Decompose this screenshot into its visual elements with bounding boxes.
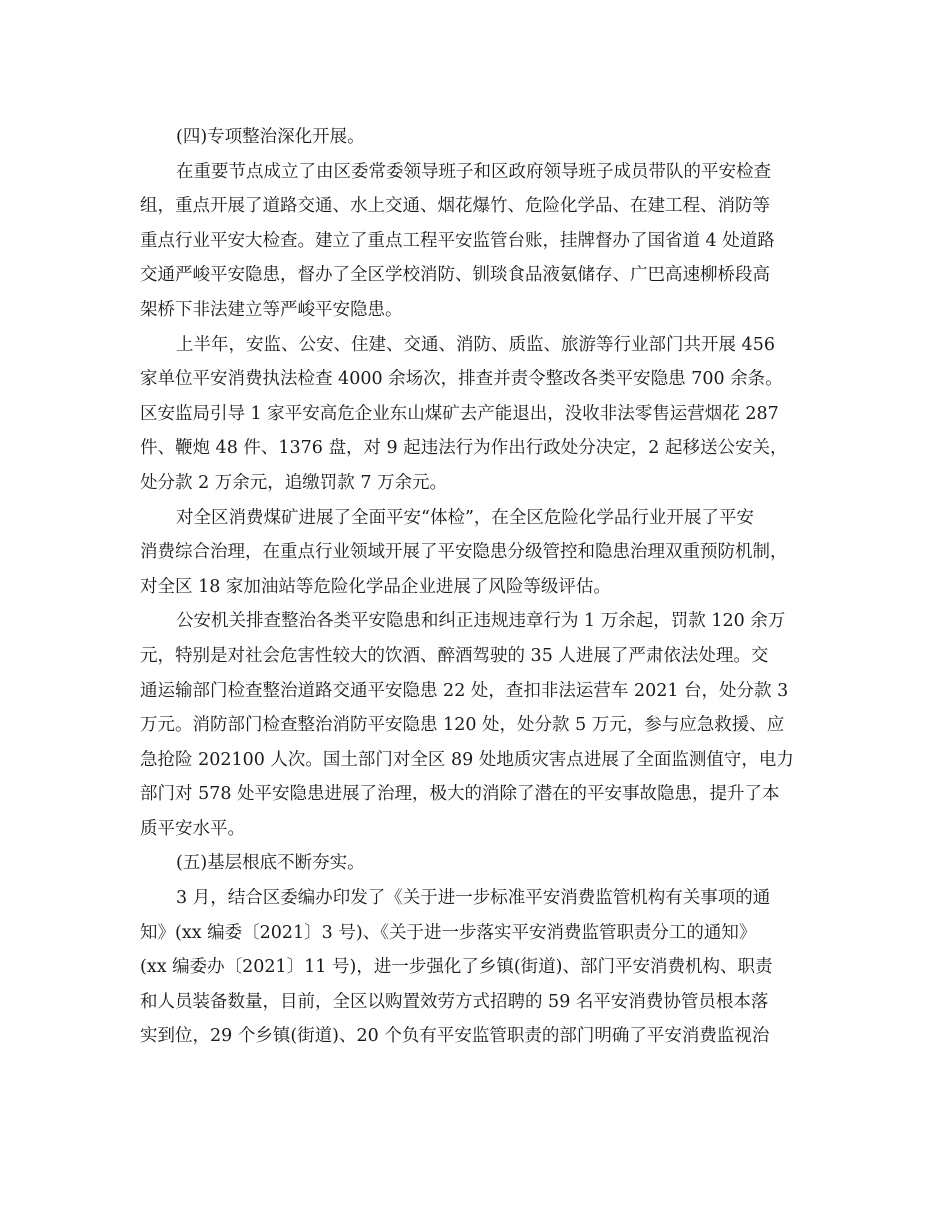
document-line: 质平安水平。	[140, 818, 245, 839]
document-line: 上半年，安监、公安、住建、交通、消防、质监、旅游等行业部门共开展 456	[176, 334, 775, 355]
document-line: 交通严峻平安隐患，督办了全区学校消防、钏琰食品液氨储存、广巴高速柳桥段高	[140, 265, 770, 286]
document-line: 件、鞭炮 48 件、1376 盘，对 9 起违法行为作出行政处分决定，2 起移送公安关，	[140, 438, 788, 459]
document-line: 急抢险 202100 人次。国土部门对全区 89 处地质灾害点进展了全面监测值守，电力	[140, 749, 794, 770]
document-line: 消费综合治理，在重点行业领域开展了平安隐患分级管控和隐患治理双重预防机制，	[140, 542, 788, 563]
document-line: (xx 编委办〔2021〕11 号)，进一步强化了乡镇(街道)、部门平安消费机构、职责	[140, 957, 773, 978]
document-body	[140, 120, 830, 1054]
document-line: 处分款 2 万余元，追缴罚款 7 万余元。	[140, 472, 448, 493]
document-line: 家单位平安消费执法检查 4000 余场次，排查并责令整改各类平安隐患 700 余条。	[140, 369, 783, 390]
document-line: 万元。消防部门检查整治消防平安隐患 120 处，处分款 5 万元，参与应急救援、应	[140, 715, 785, 736]
document-line: 部门对 578 处平安隐患进展了治理，极大的消除了潜在的平安事故隐患，提升了本	[140, 784, 780, 805]
document-line: 对全区 18 家加油站等危险化学品企业进展了风险等级评估。	[140, 576, 611, 597]
document-line: 区安监局引导 1 家平安高危企业东山煤矿去产能退出，没收非法零售运营烟花 287	[140, 403, 779, 424]
document-line: 公安机关排查整治各类平安隐患和纠正违规违章行为 1 万余起，罚款 120 余万	[176, 611, 786, 632]
document-line: 在重要节点成立了由区委常委领导班子和区政府领导班子成员带队的平安检查	[176, 161, 771, 182]
document-line: 重点行业平安大检查。建立了重点工程平安监管台账，挂牌督办了国省道 4 处道路	[140, 230, 775, 251]
document-line: 实到位，29 个乡镇(街道)、20 个负有平安监管职责的部门明确了平安消费监视治	[140, 1026, 770, 1047]
document-line: (五)基层根底不断夯实。	[176, 853, 365, 874]
document-line: 通运输部门检查整治道路交通平安隐患 22 处，查扣非法运营车 2021 台，处分款 3	[140, 680, 789, 701]
document-line: 知》(xx 编委〔2021〕3 号)、《关于进一步落实平安消费监管职责分工的通知》	[140, 922, 757, 943]
document-line: 元，特别是对社会危害性较大的饮酒、醉酒驾驶的 35 人进展了严肃依法处理。交	[140, 645, 769, 666]
document-line: 和人员装备数量，目前，全区以购置效劳方式招聘的 59 名平安消费协管员根本落	[140, 991, 769, 1012]
document-line: 3 月，结合区委编办印发了《关于进一步标准平安消费监管机构有关事项的通	[176, 888, 771, 909]
document-line: 组，重点开展了道路交通、水上交通、烟花爆竹、危险化学品、在建工程、消防等	[140, 196, 770, 217]
document-line: 对全区消费煤矿进展了全面平安“体检”，在全区危险化学品行业开展了平安	[176, 507, 754, 528]
document-line: 架桥下非法建立等严峻平安隐患。	[140, 299, 403, 320]
document-line: (四)专项整治深化开展。	[176, 127, 365, 147]
